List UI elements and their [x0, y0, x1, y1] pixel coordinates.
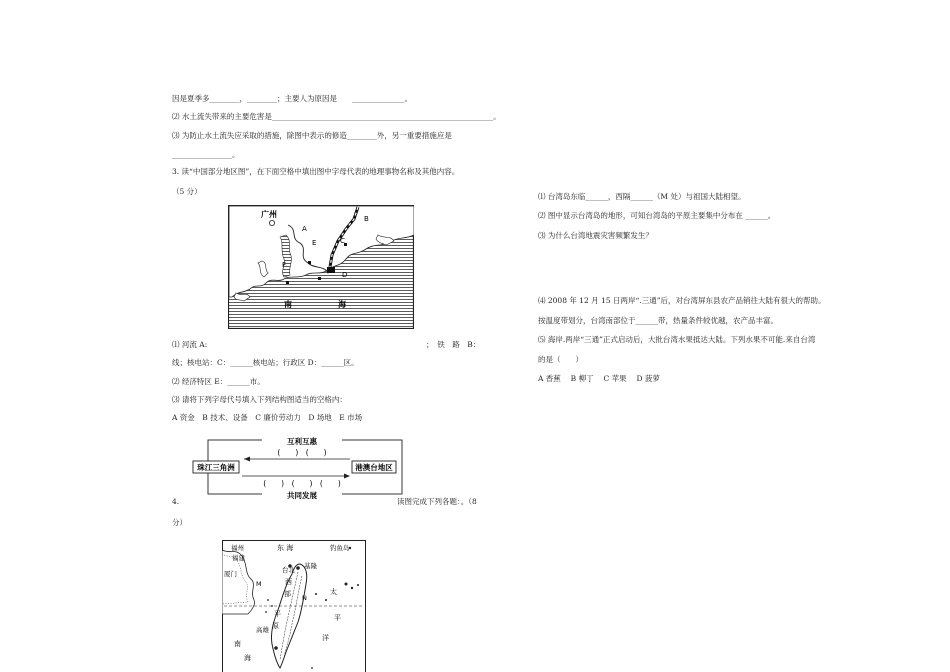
right-question-1: ⑴ 台湾岛东临______，西隔______（M 处）与祖国大陆相望。: [538, 192, 746, 201]
label-tai: 太: [330, 588, 337, 596]
label-hai: 海: [244, 654, 251, 662]
question-4-text: 读图完成下列各题：。（8: [397, 497, 477, 506]
answer-1-nuclear: 线；核电站：C：______核电站；行政区 D：______区。: [172, 358, 359, 367]
question-4-number: 4.: [172, 497, 180, 506]
right-question-5-options: A 香蕉 B 柳丁 C 苹果 D 菠萝: [538, 374, 660, 383]
question-3-heading: 3. 读“中国部分地区图”，在下面空格中填出图中字母代表的地理事物名称及其他内容。: [172, 167, 460, 176]
label-m: M: [256, 580, 262, 588]
answer-blank-line: ________________。: [172, 150, 240, 159]
answer-line-cause: 因是夏季多________，________；主要人为原因是 ______________。: [172, 94, 412, 103]
label-n: N: [302, 594, 307, 602]
label-b: B: [364, 215, 369, 223]
question-3-measures: ⑶ 为防止水土流失应采取的措施，除图中表示的修造________外，另一重要措施应是: [172, 131, 452, 140]
taiwan-map: [222, 540, 366, 672]
label-e: E: [312, 239, 317, 247]
answer-3-options: A 资金 B 技术、设备 C 廉价劳动力 D 场地 E 市场: [172, 413, 363, 422]
right-question-5: ⑸ 海岸.两岸“三通”正式启动后，大批台湾水果抵达大陆。下列水果不可能.来自台湾: [538, 335, 816, 344]
label-xi: 西: [285, 578, 292, 586]
label-ping: 平: [274, 610, 281, 618]
pearl-river-delta-map: [228, 205, 414, 329]
label-nan: 南: [234, 640, 241, 648]
label-jilong: 基隆: [304, 562, 317, 570]
label-a: A: [302, 225, 307, 233]
label-fuzhou: 福州: [231, 544, 244, 552]
label-bu: 部: [284, 590, 291, 598]
label-fujian: 福建: [232, 554, 245, 562]
label-donghai: 东 海: [277, 544, 294, 552]
answer-1-railway: ； 铁 路 B：: [426, 340, 481, 349]
label-ping2: 平: [334, 614, 341, 622]
answer-1-river: ⑴ 河流 A:: [172, 340, 208, 349]
right-question-3: ⑶ 为什么台湾地震灾害频繁发生？: [538, 231, 653, 240]
label-yuan: 原: [272, 622, 279, 630]
label-hai: 海: [338, 300, 346, 309]
right-question-4-cont: 按温度带划分，台湾南部位于______带，热量条件较优越，农产品丰富。: [538, 316, 778, 325]
label-guangzhou: 广州: [261, 210, 277, 219]
label-diaoyu: 钓鱼岛: [330, 544, 350, 552]
box-hkmt: 港澳台地区: [355, 463, 393, 472]
label-bottom: 共同发展: [287, 491, 317, 500]
question-4-score: 分）: [172, 518, 187, 527]
answer-2-sez: ⑵ 经济特区 E：______市。: [172, 377, 265, 386]
label-nan: 南: [284, 300, 292, 309]
label-taibei: 台北: [282, 566, 295, 574]
blanks-top: ( ) ( ): [277, 448, 327, 457]
label-xiamen: 厦门: [224, 570, 237, 578]
right-question-4: ⑷ 2008 年 12 月 15 日两岸“.三通”后，对台湾屏东县农产品销往大陆有很大的帮助。: [538, 296, 826, 305]
right-question-5-cont: 的是（ ）: [538, 355, 583, 364]
label-gaoxiong: 高雄: [256, 626, 269, 634]
label-c: C: [340, 237, 345, 245]
question-2-harm: ⑵ 水土流失带来的主要危害是___________________________________________________________。: [172, 112, 501, 121]
label-f: F: [282, 261, 287, 269]
box-prd: 珠江三角洲: [197, 463, 235, 472]
blanks-bottom: ( ) ( ) ( ): [263, 479, 341, 488]
question-3-score: （5 分）: [172, 187, 202, 196]
cooperation-structure-diagram: [192, 436, 412, 502]
label-yang: 洋: [322, 634, 329, 642]
right-question-2: ⑵ 图中显示台湾岛的地形，可知台湾岛的平原主要集中分布在 ______。: [538, 211, 776, 220]
answer-3-instruction: ⑶ 请将下列字母代号填入下列结构图适当的空格内：: [172, 395, 347, 404]
label-top: 互利互惠: [287, 437, 317, 446]
label-d: D: [342, 271, 348, 279]
